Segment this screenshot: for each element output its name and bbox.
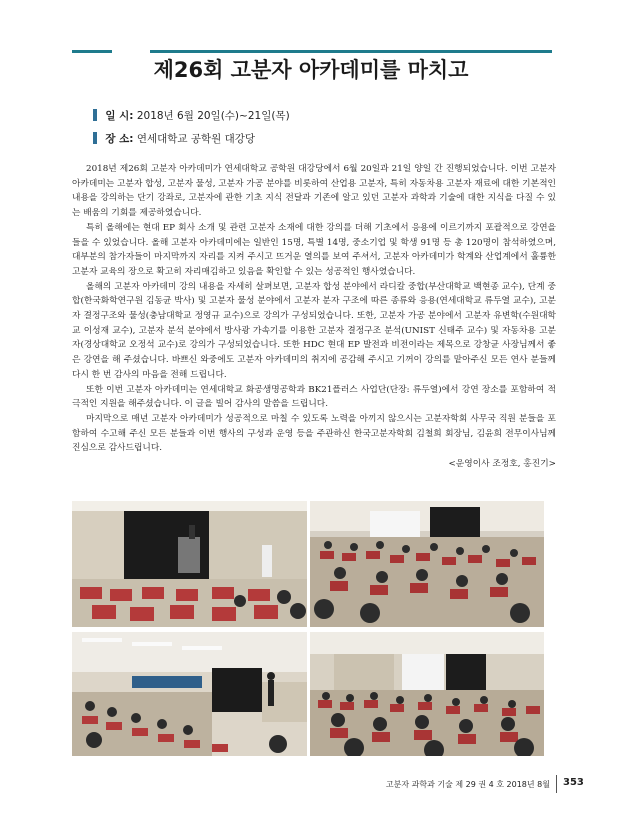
page-title: 제26회 고분자 아카데미를 마치고: [153, 58, 469, 82]
signature: <운영이사 조정호, 홍진기>: [448, 459, 556, 470]
page-footer: [0, 775, 622, 795]
footer-divider: [556, 775, 557, 793]
photo-hall-side: [72, 632, 307, 756]
date-line: [93, 108, 290, 123]
label-bar-icon: [93, 109, 97, 121]
place-line: [93, 131, 255, 146]
journal-info: 고분자 과학과 기술 제 29 권 4 호 2018년 8월: [385, 780, 550, 789]
title-rule-left: [72, 50, 112, 53]
place-label: 장 소:: [105, 133, 134, 145]
paragraph: 2018년 제26회 고분자 아카데미가 연세대학교 공학원 대강당에서 6월 20일과 21일 양일 간 진행되었습니다. 이번 고분자 아카데미는 고분자 합성, 고분자 물성, 고분자 가공 분야를 비롯하여 산업용 고분자, 특히 자동차용 고분자 재료에 대한 기본적인 내용을 강의하는 단기 강좌로, 고분자에 관한 기초 지식 전달과 기존에 알고 있던 고분자 과학과 기술에 대한 지식을 다질 수 있는 배움의 기회를 제공하였습니다.: [72, 164, 556, 219]
page-number: 353: [563, 777, 584, 788]
photo-audience-wide: [310, 501, 544, 627]
paragraph: 또한 이번 고분자 아카데미는 연세대학교 화공생명공학과 BK21플러스 사업단(단장: 류두열)에서 강연 장소를 포함하여 적극적인 지원을 해주셨습니다. 이 글을 빌어 감사의 말씀을 드립니다.: [72, 384, 556, 410]
date-label: 일 시:: [105, 110, 134, 122]
article-body: [72, 162, 556, 472]
paragraph: 특히 올해에는 현대 EP 회사 소개 및 관련 고분자 소재에 대한 강의를 더해 기초에서 응용에 이르기까지 포괄적으로 강연을 들을 수 있었습니다. 올해 고분자 아카데미에는 일반인 15명, 특별 14명, 중소기업 및 학생 91명 등 총 120명이 참석하였으며, 대부분의 참가자들이 마지막까지 자리를 지켜 주시고 뜨거운 열의를 보여 주셔서, 고분자 아카데미가 학계와 산업계에서 훌륭한 고분자 교육의 장으로 확고히 자리매김하고 있음을 확인할 수 있는 성공적인 행사였습니다.: [72, 222, 556, 277]
photo-lecturer-stage: [72, 501, 307, 627]
place-value: 연세대학교 공학원 대강당: [136, 133, 256, 145]
date-value: 2018년 6월 20일(수)~21일(목): [136, 110, 290, 122]
paragraph: 올해의 고분자 아카데미 강의 내용을 자세히 살펴보면, 고분자 합성 분야에서 라디칼 중합(부산대학교 백현종 교수), 단계 중합(한국화학연구원 김동균 박사) 및 고분자 물성 분야에서 고분자 분자 구조에 따른 종류와 응용(연세대학교 류두열 교수), 고분자 결정구조와 물성(충남대학교 정영규 교수)으로 강의가 구성되었습니다. 또한, 고분자 가공 분야에서 고분자 유변학(수원대학교 이성재 교수), 고분자 분석 분야에서 방사광 가속기를 이용한 고분자 결정구조 분석(UNIST 신태주 교수) 및 자동차용 고분자(경상대학교 오정석 교수)로 강의가 구성되었습니다. 또한 HDC 현대 EP 발전과 비전이라는 제목으로 강창균 사장님께서 좋은 강연을 해 주셨습니다. 바쁘신 와중에도 고분자 아카데미의 취지에 공감해 주시고 기꺼이 강의를 맡아주신 모든 연사 분들께 다시 한 번 감사의 마음을 전해 드립니다.: [72, 281, 556, 380]
paragraph: 마지막으로 매년 고분자 아카데미가 성공적으로 마칠 수 있도록 노력을 아끼지 않으시는 고분자학회 사무국 직원 분들을 포함하여 수고해 주신 모든 분들과 이번 행사의 구성과 운영 등을 주관하신 한국고분자학회 김철희 회장님, 김윤희 전무이사님께 진심으로 감사드립니다.: [72, 413, 556, 454]
photo-audience-back: [310, 632, 544, 756]
title-rule-right: [150, 50, 552, 53]
label-bar-icon: [93, 132, 97, 144]
